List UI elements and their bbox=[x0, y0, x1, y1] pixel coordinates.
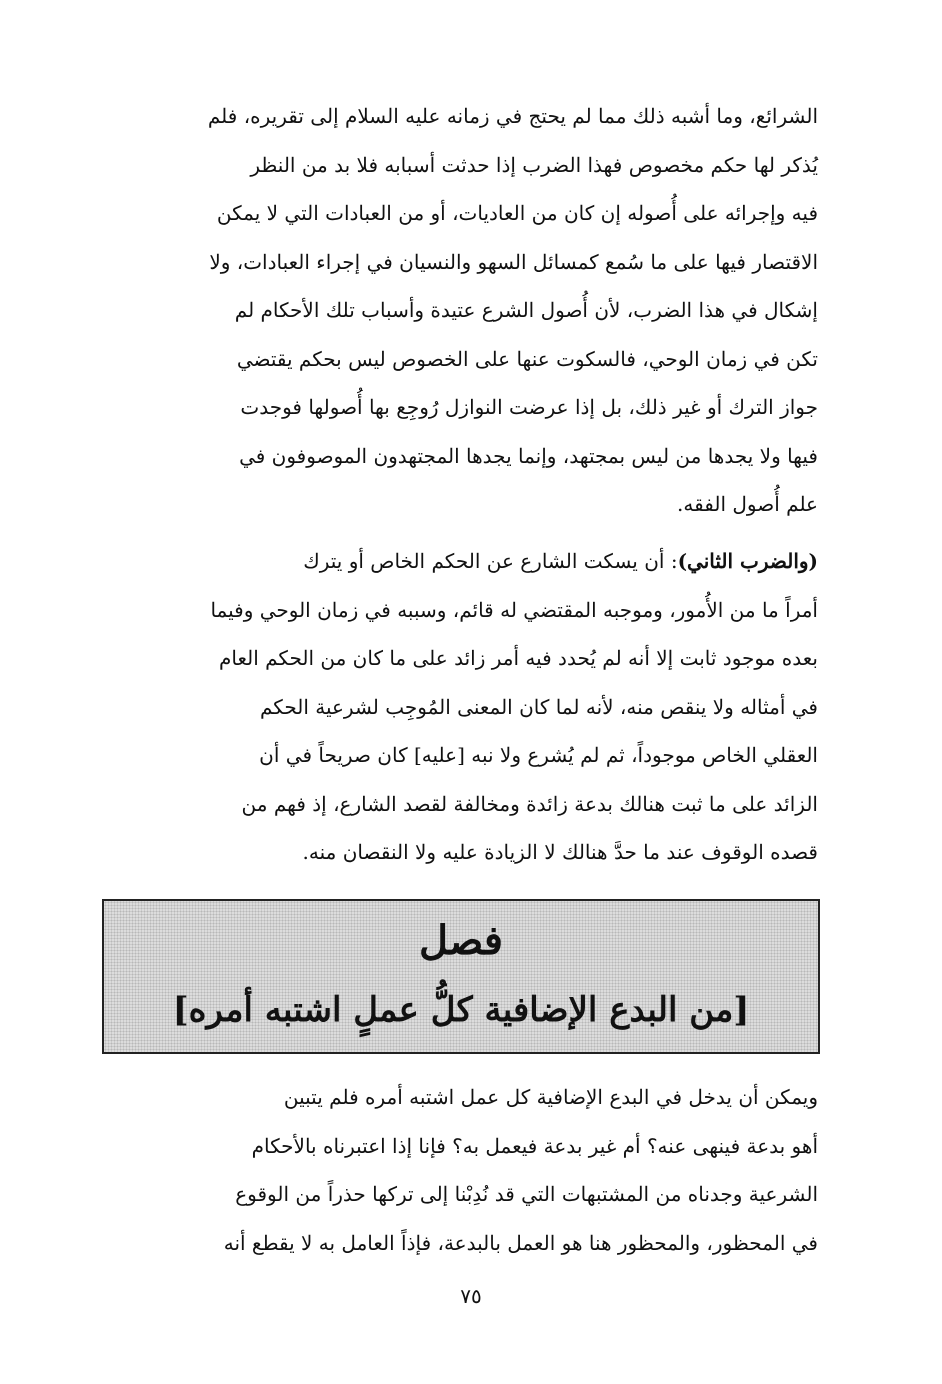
text-span: : أن يسكت الشارع عن الحكم الخاص أو يترك bbox=[303, 549, 678, 573]
section-heading-box bbox=[102, 899, 820, 1054]
text-line: في أمثاله ولا ينقص منه، لأنه لما كان المعنى المُوجِب لشرعية الحكم bbox=[259, 694, 818, 719]
text-line: أمراً ما من الأُمور، وموجبه المقتضي له قائم، وسببه في زمان الوحي وفيما bbox=[210, 597, 818, 622]
text-line: ويمكن أن يدخل في البدع الإضافية كل عمل اشتبه أمره فلم يتبين bbox=[283, 1085, 818, 1109]
paragraph-label: (والضرب الثاني) bbox=[677, 549, 818, 573]
text-line: علم أُصول الفقه. bbox=[677, 492, 818, 516]
section-title: فصل bbox=[418, 917, 504, 964]
text-line: الزائد على ما ثبت هنالك بدعة زائدة ومخالفة لقصد الشارع، إذ فهم من bbox=[241, 791, 818, 816]
text-line: الشرائع، وما أشبه ذلك مما لم يحتج في زمانه عليه السلام إلى تقريره، فلم bbox=[207, 104, 818, 128]
page-number: ٧٥ bbox=[460, 1284, 482, 1308]
middle-paragraph bbox=[106, 537, 818, 877]
top-paragraph bbox=[106, 92, 818, 529]
text-line: الاقتصار فيها على ما سُمع كمسائل السهو والنسيان في إجراء العبادات، ولا bbox=[209, 249, 818, 274]
text-line: فيه وإجرائه على أُصوله إن كان من العاديات، أو من العبادات التي لا يمكن bbox=[216, 201, 818, 225]
text-line: تكن في زمان الوحي، فالسكوت عنها على الخصوص ليس بحكم يقتضي bbox=[236, 346, 818, 371]
section-subtitle: [من البدع الإضافية كلُّ عملٍ اشتبه أمره] bbox=[172, 990, 750, 1030]
text-line: قصده الوقوف عند ما حدَّ هنالك لا الزيادة عليه ولا النقصان منه. bbox=[302, 840, 818, 864]
text-line: العقلي الخاص موجوداً، ثم لم يُشرع ولا نبه [عليه] كان صريحاً في أن bbox=[259, 743, 818, 767]
bottom-paragraph bbox=[106, 1073, 818, 1267]
text-line: إشكال في هذا الضرب، لأن أُصول الشرع عتيدة وأسباب تلك الأحكام لم bbox=[234, 298, 818, 322]
text-line: في المحظور، والمحظور هنا هو العمل بالبدعة، فإذاً العامل به لا يقطع أنه bbox=[223, 1230, 818, 1255]
text-line: أهو بدعة فينهى عنه؟ أم غير بدعة فيعمل به؟ فإنا إذا اعتبرناه بالأحكام bbox=[251, 1133, 818, 1158]
text-line: يُذكر لها حكم مخصوص فهذا الضرب إذا حدثت أسبابه فلا بد من النظر bbox=[250, 152, 818, 177]
text-line: فيها ولا يجدها من ليس بمجتهد، وإنما يجدها المجتهدون الموصوفون في bbox=[239, 443, 818, 468]
text-line: الشرعية وجدناه من المشتبهات التي قد نُدِبْنا إلى تركها حذراً من الوقوع bbox=[235, 1182, 818, 1206]
text-line bbox=[106, 537, 818, 586]
text-line: بعده موجود ثابت إلا أنه لم يُحدد فيه أمر زائد على ما كان من الحكم العام bbox=[218, 646, 818, 670]
text-line: جواز الترك أو غير ذلك، بل إذا عرضت النوازل رُوجِع بها أُصولها فوجدت bbox=[240, 395, 818, 419]
